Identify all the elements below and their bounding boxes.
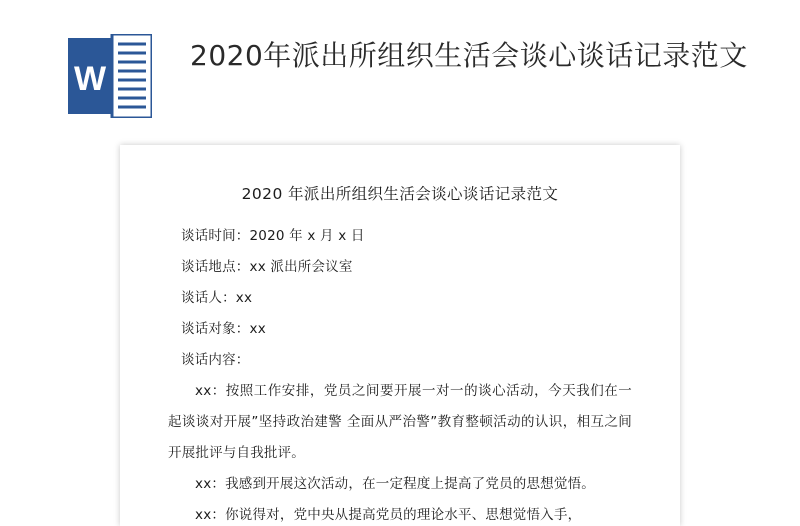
document-field-place: 谈话地点：xx 派出所会议室: [181, 259, 353, 275]
document-heading: 2020 年派出所组织生活会谈心谈话记录范文: [241, 185, 559, 203]
word-document-icon: [68, 34, 152, 118]
svg-text:W: W: [73, 60, 107, 98]
page-title: 2020年派出所组织生活会谈心谈话记录范文: [190, 39, 748, 72]
document-header: [0, 0, 800, 140]
title-block: [190, 36, 750, 75]
document-field-time: 谈话时间：2020 年 x 月 x 日: [181, 228, 365, 244]
document-paragraph: xx：按照工作安排，党员之间要开展一对一的谈心活动，今天我们在一起谈谈对开展”坚持政治建警 全面从严治警”教育整顿活动的认识，相互之间开展批评与自我批评。: [168, 383, 632, 461]
document-field-speaker: 谈话人：xx: [181, 290, 253, 306]
document-sheet: [120, 145, 680, 526]
document-field-target: 谈话对象：xx: [181, 321, 266, 337]
document-field-content-label: 谈话内容：: [181, 352, 250, 368]
document-paragraph: xx：我感到开展这次活动，在一定程度上提高了党员的思想觉悟。: [195, 476, 595, 492]
document-paragraph: xx：你说得对，党中央从提高党员的理论水平、思想觉悟入手，: [195, 507, 582, 523]
